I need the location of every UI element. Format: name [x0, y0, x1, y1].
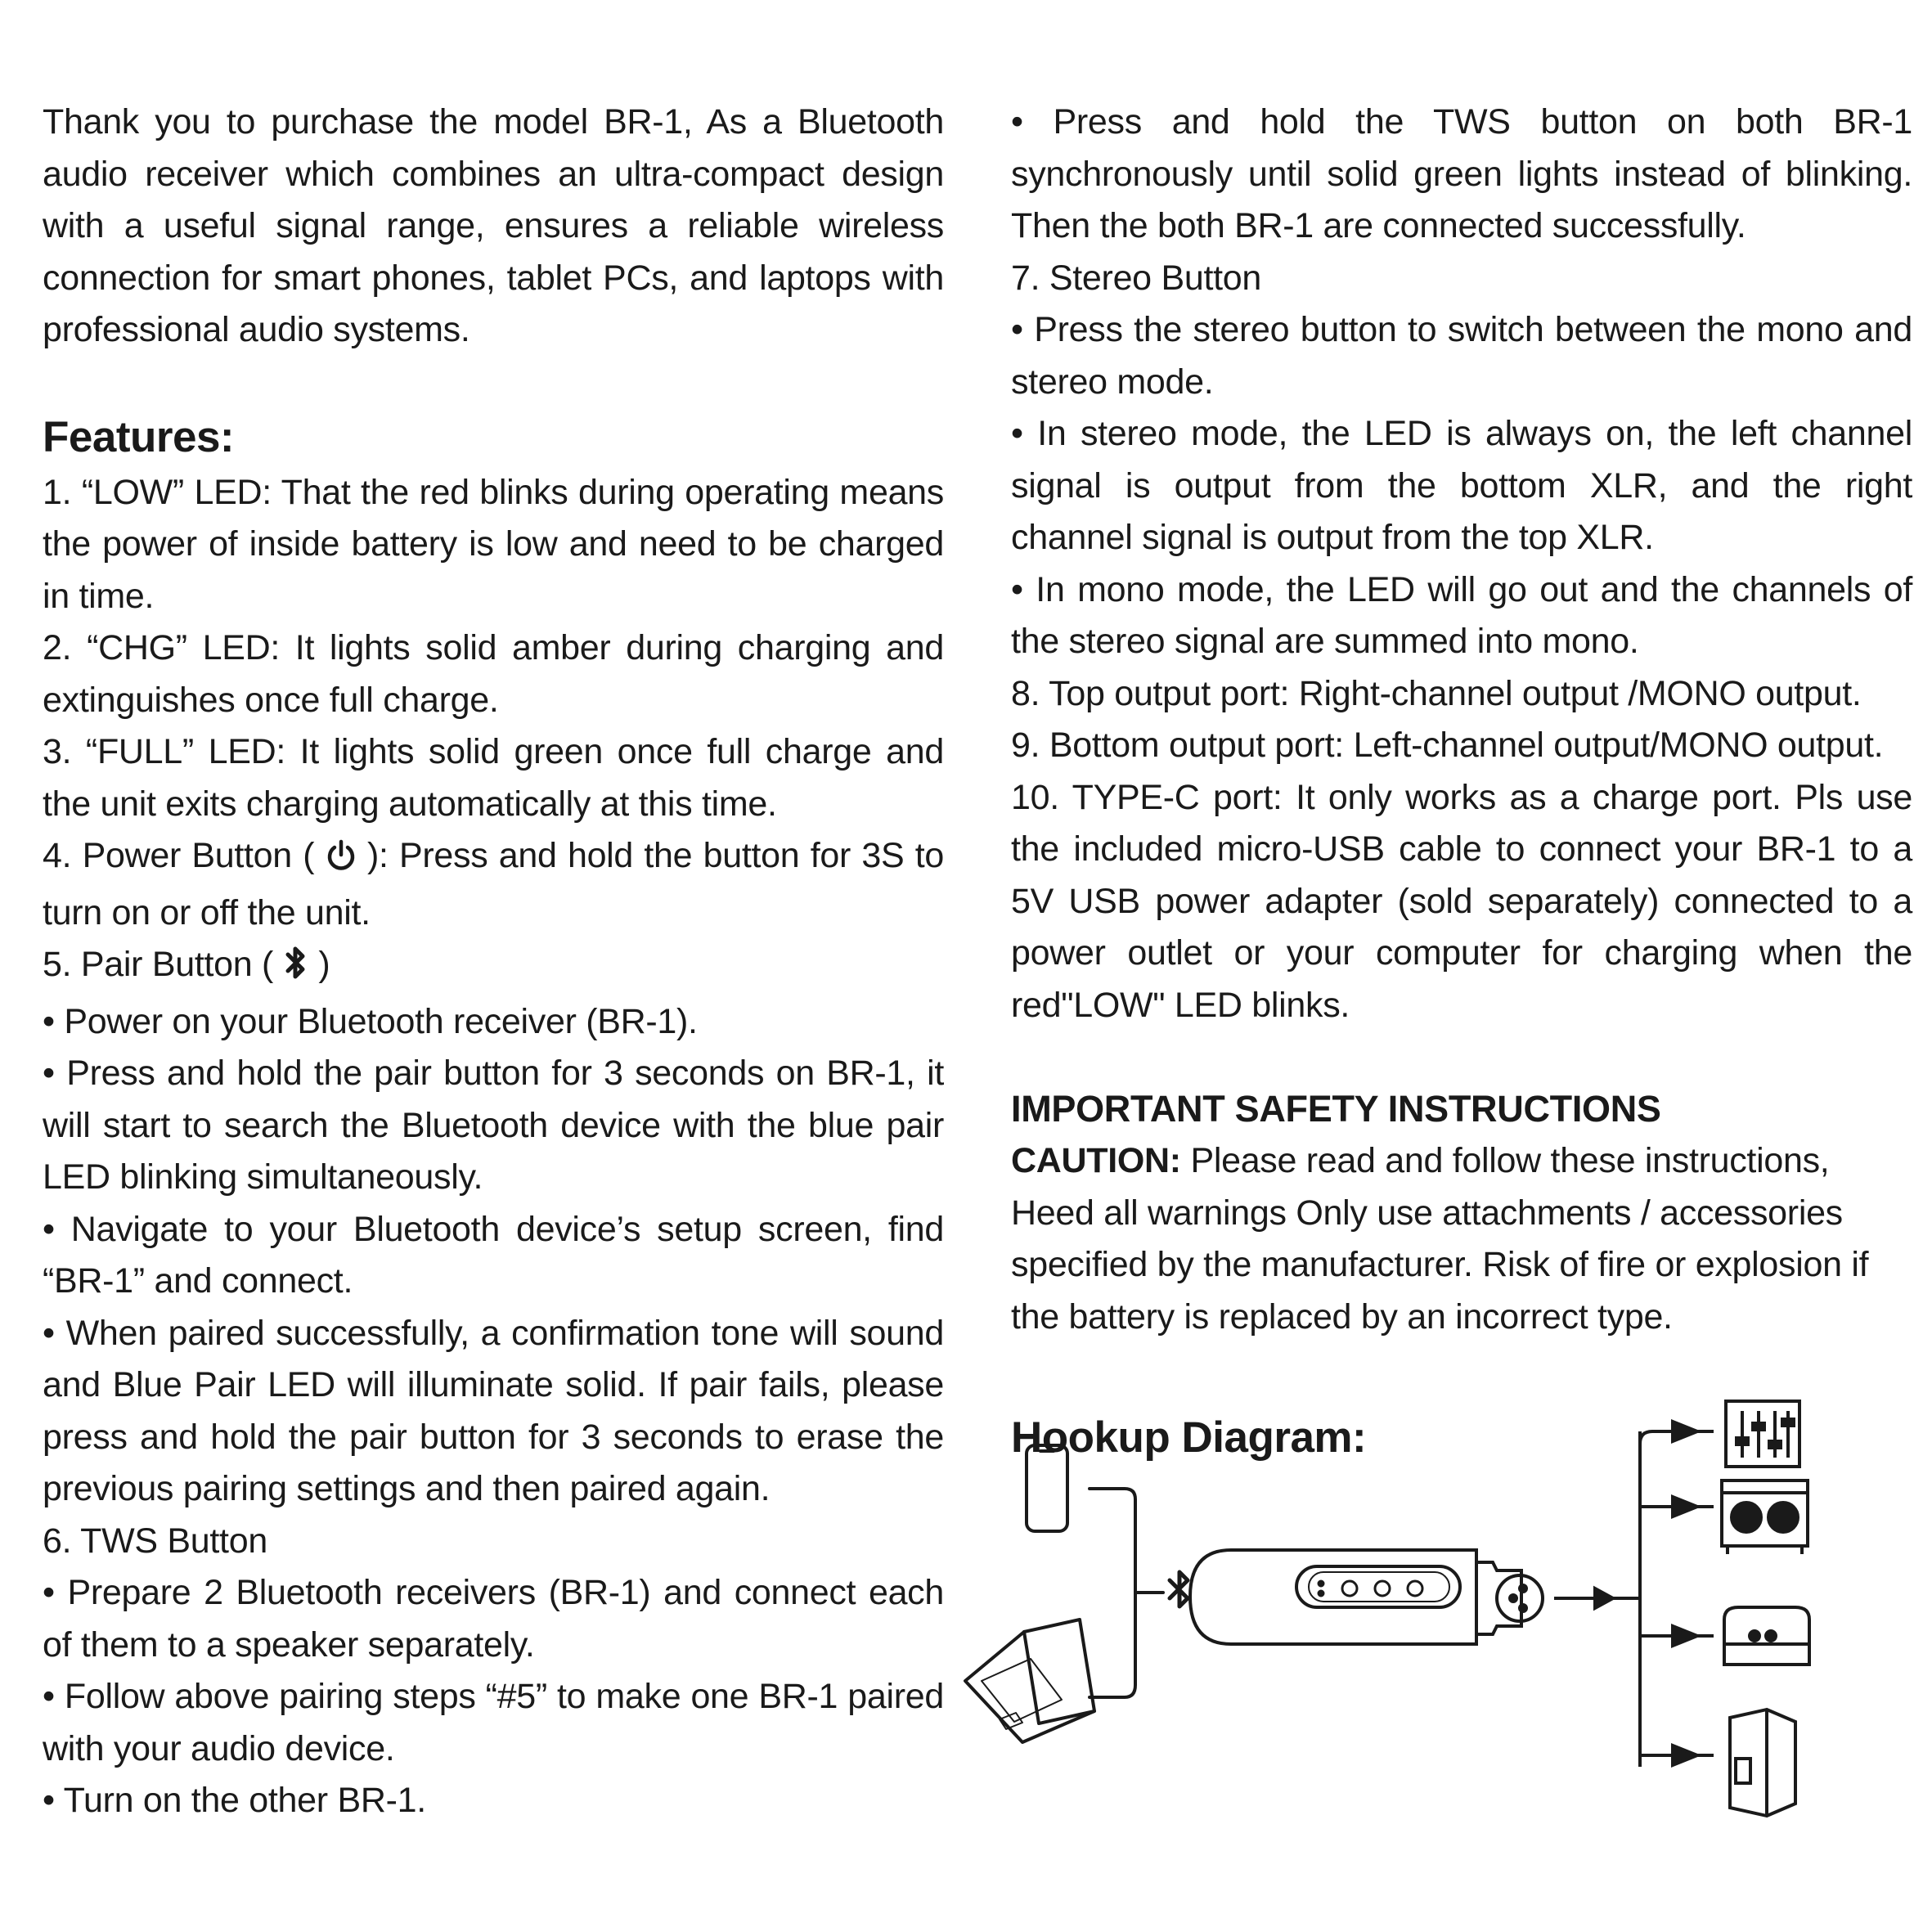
- feature-top-output: 8. Top output port: Right-channel output /MONO output.: [1011, 673, 1862, 713]
- stereo-step-1: • Press the stereo button to switch between the mono and stereo mode.: [1011, 310, 1912, 402]
- stereo-step-3: • In mono mode, the LED will go out and the channels of the stereo signal are summed into mono.: [1011, 569, 1912, 661]
- feature-pair-prefix: 5. Pair Button (: [43, 945, 274, 984]
- power-icon: [326, 835, 357, 887]
- tws-step-1: • Prepare 2 Bluetooth receivers (BR-1) and connect each of them to a speaker separately.: [43, 1573, 944, 1665]
- feature-power-prefix: 4. Power Button (: [43, 836, 315, 875]
- hookup-diagram-svg: [949, 1399, 1898, 1824]
- tws-step-4: • Press and hold the TWS button on both BR-1 synchronously until solid green lights instead of blinking. Then the both BR-1 are connected successfully.: [1011, 102, 1912, 245]
- feature-power-button: [43, 830, 944, 939]
- left-column: [43, 97, 944, 1827]
- pair-step-1: • Power on your Bluetooth receiver (BR-1).: [43, 1001, 698, 1041]
- br-1-receiver: [1190, 1550, 1543, 1644]
- feature-power-suffix: ): Press and hold the button for 3S to turn on or off the unit.: [43, 836, 944, 932]
- feature-type-c-port: 10. TYPE-C port: It only works as a charge port. Pls use the included micro-USB cable to connect your BR-1 to a 5V USB power adapter (sold separately) connected to a power outlet or your computer for charging when the red"LOW" LED blinks.: [1011, 777, 1912, 1025]
- bluetooth-icon: [283, 944, 309, 996]
- feature-low-led: 1. “LOW” LED: That the red blinks during operating means the power of inside battery is low and need to be charged in time.: [43, 472, 944, 616]
- feature-pair-button: [43, 939, 944, 996]
- audio-interface-icon: [1724, 1607, 1809, 1665]
- output-devices: [1722, 1401, 1809, 1816]
- tws-step-3: • Turn on the other BR-1.: [43, 1781, 426, 1820]
- intro-paragraph: Thank you to purchase the model BR-1, As a Bluetooth audio receiver which combines an ultra-compact design with a useful signal range, ensures a reliable wireless connection for smart phones, tablet PCs, and laptops with professional audio systems.: [43, 102, 944, 349]
- feature-chg-led: 2. “CHG” LED: It lights solid amber during charging and extinguishes once full charge.: [43, 628, 944, 720]
- mixer-icon: [1726, 1401, 1799, 1467]
- features-heading: Features:: [43, 412, 235, 461]
- stereo-step-2: • In stereo mode, the LED is always on, the left channel signal is output from the bottom XLR, and the right channel signal is output from the top XLR.: [1011, 414, 1912, 557]
- feature-stereo-button: 7. Stereo Button: [1011, 258, 1261, 298]
- feature-pair-suffix: ): [318, 945, 330, 984]
- pair-step-3: • Navigate to your Bluetooth device’s setup screen, find “BR-1” and connect.: [43, 1209, 944, 1301]
- caution-text: Please read and follow these instructions, Heed all warnings Only use attachments / accessories specified by the manufacturer. Risk of fire or explosion if the battery is replaced by an incorrect type.: [1011, 1141, 1869, 1337]
- speaker-amp-icon: [1722, 1480, 1808, 1554]
- caution-paragraph: [1011, 1135, 1912, 1343]
- smartphone-icon: [1027, 1445, 1067, 1531]
- tws-step-2: • Follow above pairing steps “#5” to make one BR-1 paired with your audio device.: [43, 1677, 944, 1768]
- right-column: [1011, 97, 1912, 1467]
- diagram-bluetooth-icon: [1170, 1572, 1188, 1606]
- pair-step-4: • When paired successfully, a confirmation tone will sound and Blue Pair LED will illuminate solid. If pair fails, please press and hold the pair button for 3 seconds to erase the previous pairing settings and then paired again.: [43, 1313, 944, 1508]
- source-bracket: [1090, 1489, 1135, 1697]
- hookup-heading: Hookup Diagram:: [1011, 1413, 1367, 1462]
- pair-step-2: • Press and hold the pair button for 3 seconds on BR-1, it will start to search the Bluetooth device with the blue pair LED blinking simultaneously.: [43, 1054, 944, 1197]
- laptop-icon: [965, 1620, 1094, 1742]
- pa-speaker-icon: [1730, 1710, 1795, 1816]
- caution-label: CAUTION:: [1011, 1141, 1181, 1180]
- feature-full-led: 3. “FULL” LED: It lights solid green once full charge and the unit exits charging automatically at this time.: [43, 732, 944, 824]
- hookup-diagram: [949, 1399, 1898, 1824]
- feature-tws-button: 6. TWS Button: [43, 1521, 267, 1561]
- safety-heading: IMPORTANT SAFETY INSTRUCTIONS: [1011, 1088, 1661, 1130]
- feature-bottom-output: 9. Bottom output port: Left-channel output/MONO output.: [1011, 726, 1884, 765]
